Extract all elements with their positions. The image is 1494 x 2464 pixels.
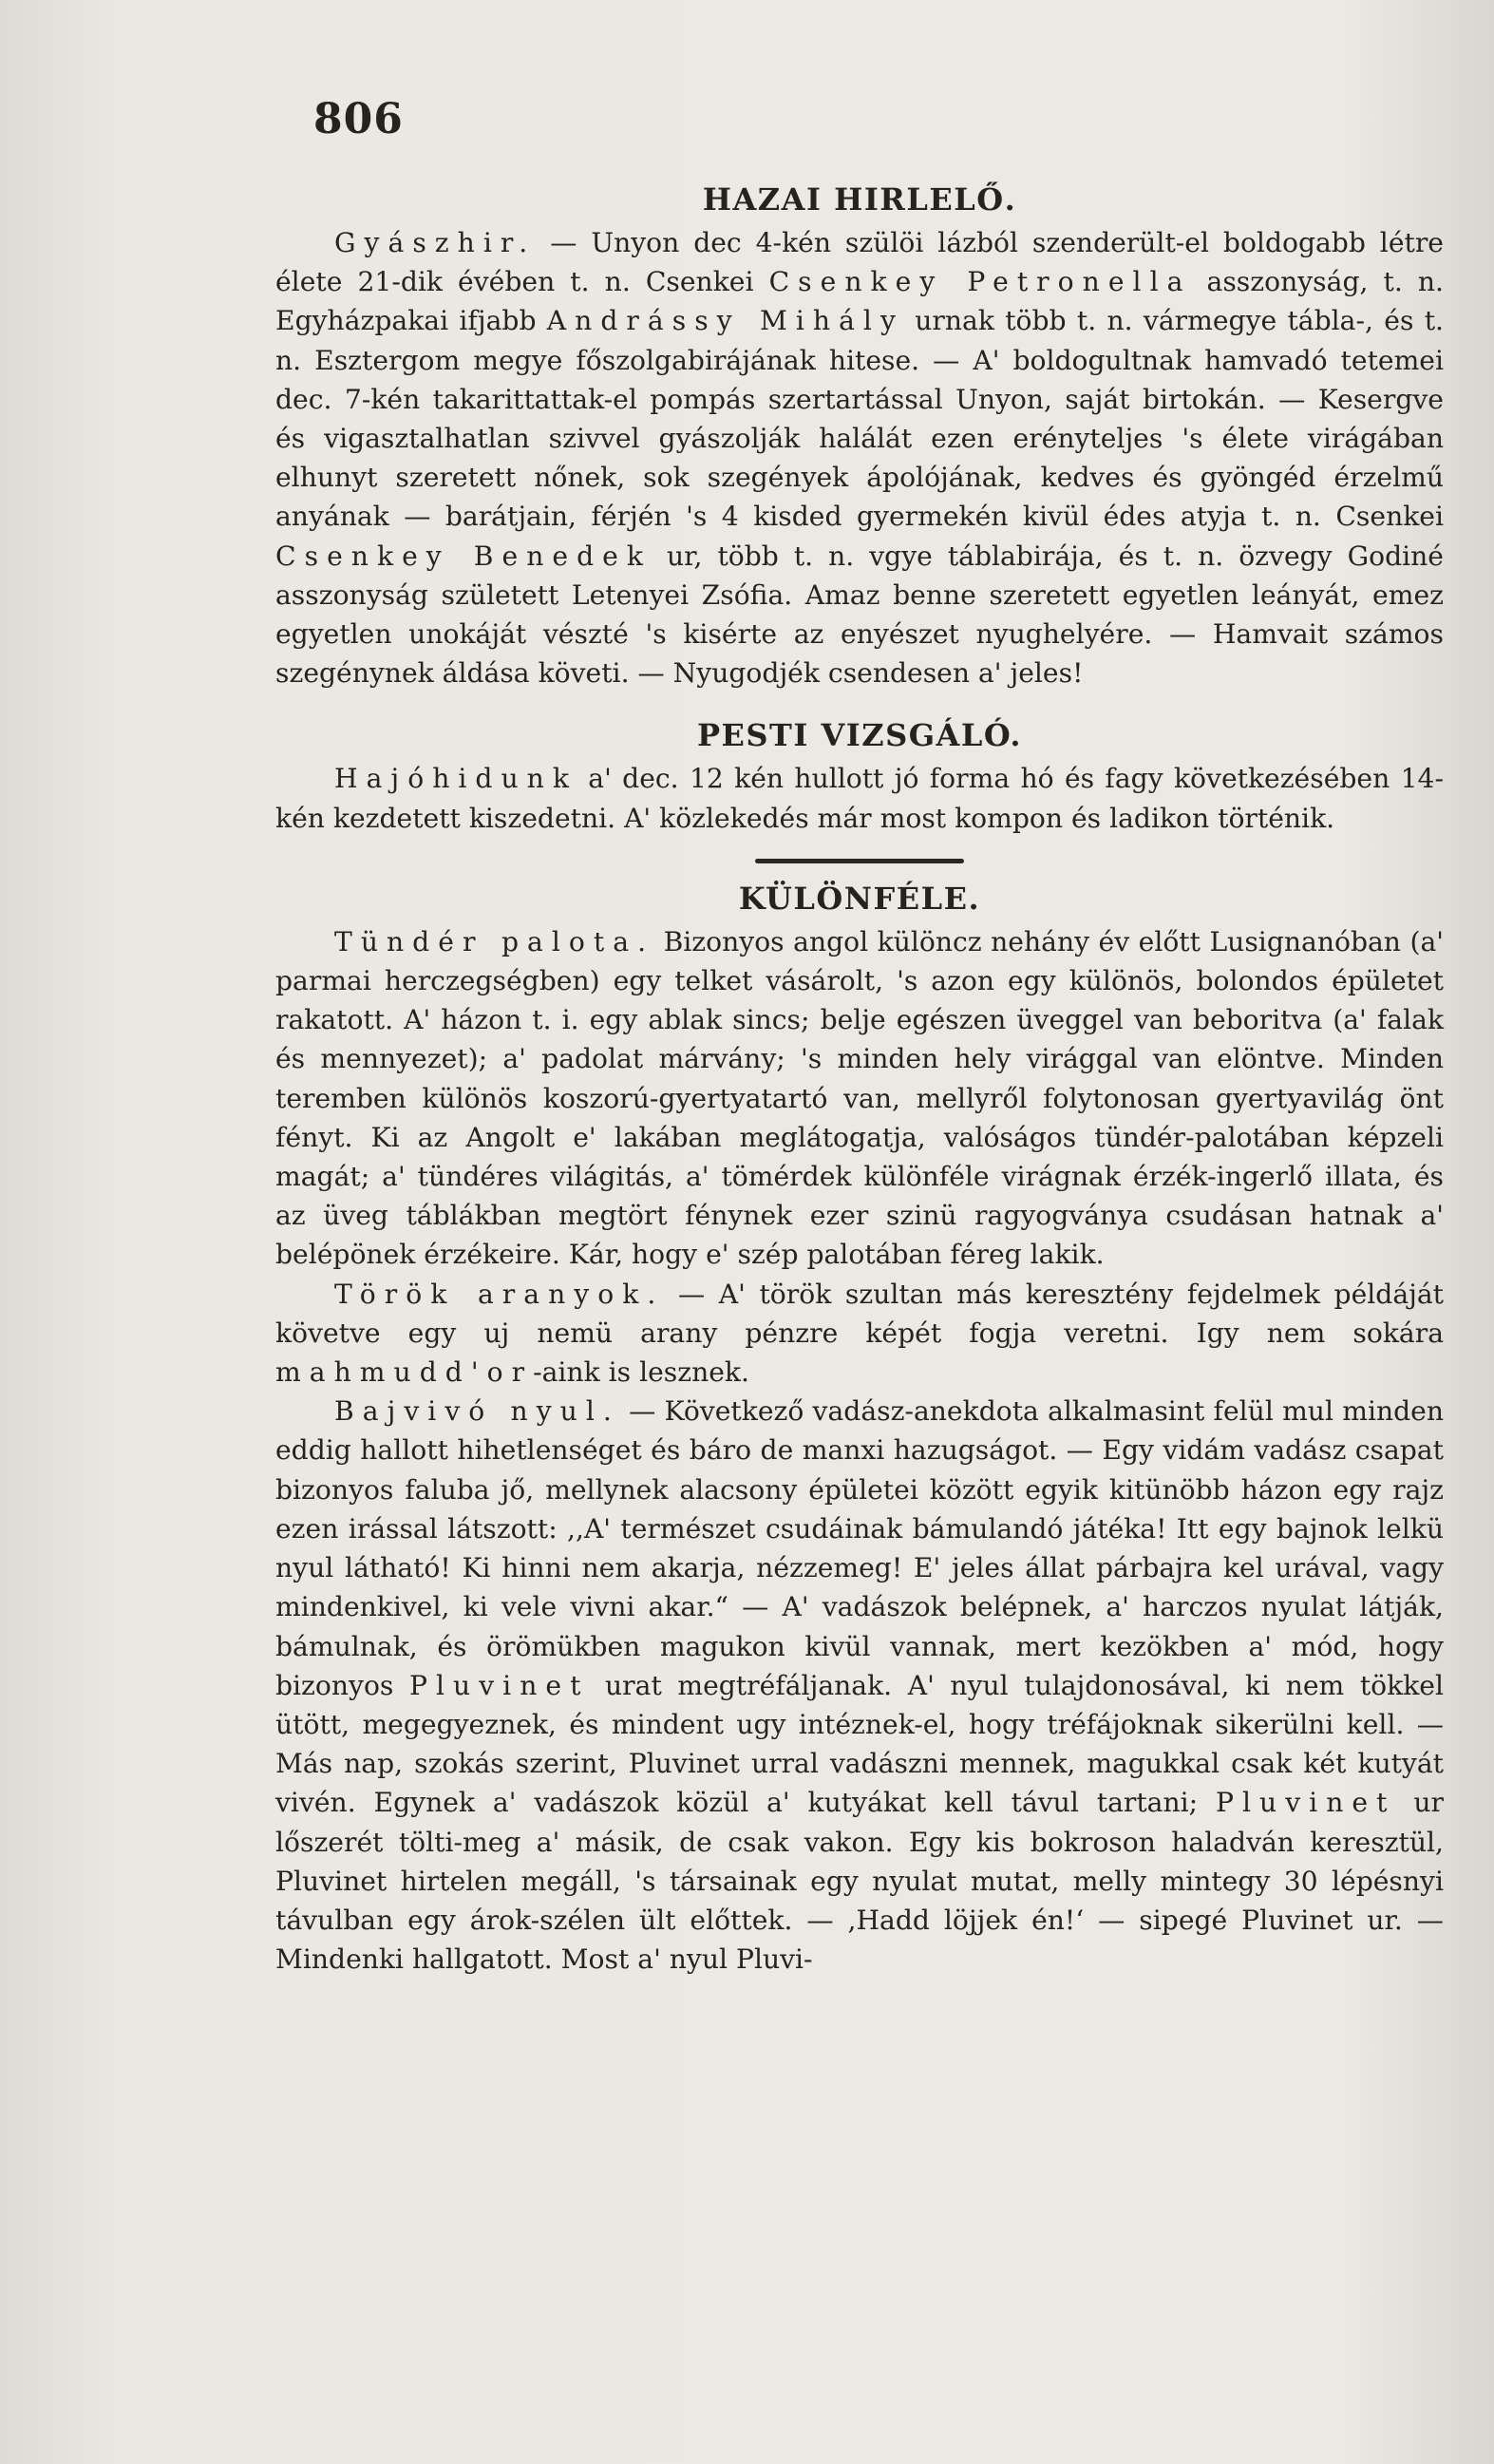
article-torok-aranyok [275,1275,1444,1393]
article-text: a' dec. 12 kén hullott jó forma hó és fagy következésében 14-kén kezdetett kiszedetni. A' közlekedés már most kompon és ladikon történik. [275,763,1444,834]
article-keyword: Hajóhidunk [334,763,577,795]
article-text: Bizonyos angol különcz nehány év előtt Lusignanóban (a' parmai herczegségben) egy telket vásárolt, 's azon egy különös, bolondos épületet rakatott. A' házon t. i. egy ablak sincs; belje egészen üveggel van beboritva (a' falak és mennyezet); a' padolat márvány; 's minden hely virággal van elöntve. Minden teremben különös koszorú-gyertyatartó van, mellyről folytonosan gyertyavilág önt fényt. Ki az Angolt e' lakában meglátogatja, valóságos tündér-palotában képzeli magát; a' tündéres világitás, a' tömérdek különféle virágnak érzék-ingerlő illata, és az üveg táblákban megtört fénynek ezer szinü ragyogványa csudásan hatnak a' belépönek érzékeire. Kár, hogy e' szép palotában féreg lakik. [275,925,1445,1271]
section-title-hazai-hirlelo: HAZAI HIRLELŐ. [702,181,1017,218]
article-text: urnak több t. n. vármegye tábla-, és t. n. Esztergom megye főszolgabirájának hitese. — A' boldogultnak hamvadó tetemei dec. 7-kén takarittattak-el pompás szertartással Unyon, saját birtokán. — Kesergve és vigasztalhatlan szivvel gyászolják halálát ezen erényteljes 's élete virágában elhunyt szeretett nőnek, sok szegények ápolójának, kedves és gyöngéd érzelmű anyának — barátjain, férjén 's 4 kisded gyermekén kivül édes atyja t. n. Csenkei [275,305,1444,533]
article-text: -aink is lesznek. [533,1356,749,1389]
article-gyaszhir [275,223,1444,692]
article-text: asszonyság, t. n. Egyházpakai ifjabb [275,266,1444,337]
section-gap [275,692,1444,711]
article-keyword: Tündér palota. [334,925,655,957]
article-text: urat megtréfáljanak. A' nyul tulajdonosával, ki nem tökkel ütött, megegyeznek, és mindent ugy intéznek-el, hogy tréfájoknak sikerülni kell. — Más nap, szokás szerint, Pluvinet urral vadászni mennek, magukkal csak két kutyát vivén. Egynek a' vadászok közül a' kutyákat kell távul tartani; [275,1669,1445,1819]
person-name: Csenkey Petronella [768,266,1192,298]
article-tunder-palota [275,922,1444,1275]
article-keyword: Gyászhir. [334,227,537,258]
page-number: 806 [313,95,404,143]
section-title-kulonfele: KÜLÖNFÉLE. [738,880,981,917]
person-name: Csenkey Benedek [275,540,652,572]
page-content [275,176,1444,1979]
person-name: Andrássy Mihály [546,305,904,337]
coin-name: mahmudd'or [275,1356,534,1389]
article-keyword: Török aranyok. [334,1278,665,1310]
article-text: — Következő vadász-anekdota alkalmasint felül mul minden eddig hallott hihetlenséget és báro de manxi hazugságot. — Egy vidám vadász csapat bizonyos faluba jő, mellynek alacsony épületei között egyik kitünöbb házon egy rajz ezen irással látszott: ,,A' természet csudáinak bámulandó játéka! Itt egy bajnok lelkü nyul látható! Ki hinni nem akarja, nézzemeg! E' jeles állat párbajra kel urával, vagy mindenkivel, ki vele vivni akar.“ — A' vadászok belépnek, a' harczos nyulat látják, bámulnak, és örömükben magukon kivül vannak, mert kezökben a' mód, hogy bizonyos [275,1395,1444,1701]
article-bajvivo-nyul [275,1392,1444,1979]
article-text: ur lőszerét tölti-meg a' másik, de csak vakon. Egy kis bokroson haladván keresztül, Pluvinet hirtelen megáll, 's társainak egy nyulat mutat, melly mintegy 30 lépésnyi távulban egy árok-szélen ült előttek. — ,Hadd löjjek én!‘ — sipegé Pluvinet ur. — Mindenki hallgatott. Most a' nyul Pluvi- [275,1787,1444,1976]
article-text: — Unyon dec 4-kén szülöi lázból szenderült-el boldogabb létre élete 21-dik évében t. n. Csenkei [275,227,1444,298]
article-keyword: Bajvivó nyul. [334,1395,620,1428]
article-text: ur, több t. n. vgye táblabirája, és t. n. özvegy Godiné asszonyság született Letenyei Zsófia. Amaz benne szeretett egyetlen leányát, emez egyetlen unokáját vészté 's kisérte az enyészet nyughelyére. — Hamvait számos szegénynek áldása követi. — Nyugodjék csendesen a' jeles! [275,540,1444,690]
section-divider [755,859,964,863]
article-text: — A' török szultan más keresztény fejdelmek példáját követve egy uj nemü arany pénzre képét fogja veretni. Igy nem sokára [275,1278,1444,1349]
article-hajohid [275,759,1444,837]
person-name: Pluvinet [409,1669,590,1701]
person-name: Pluvinet [1216,1787,1396,1819]
section-title-pesti-vizsgalo: PESTI VIZSGÁLÓ. [696,717,1023,754]
